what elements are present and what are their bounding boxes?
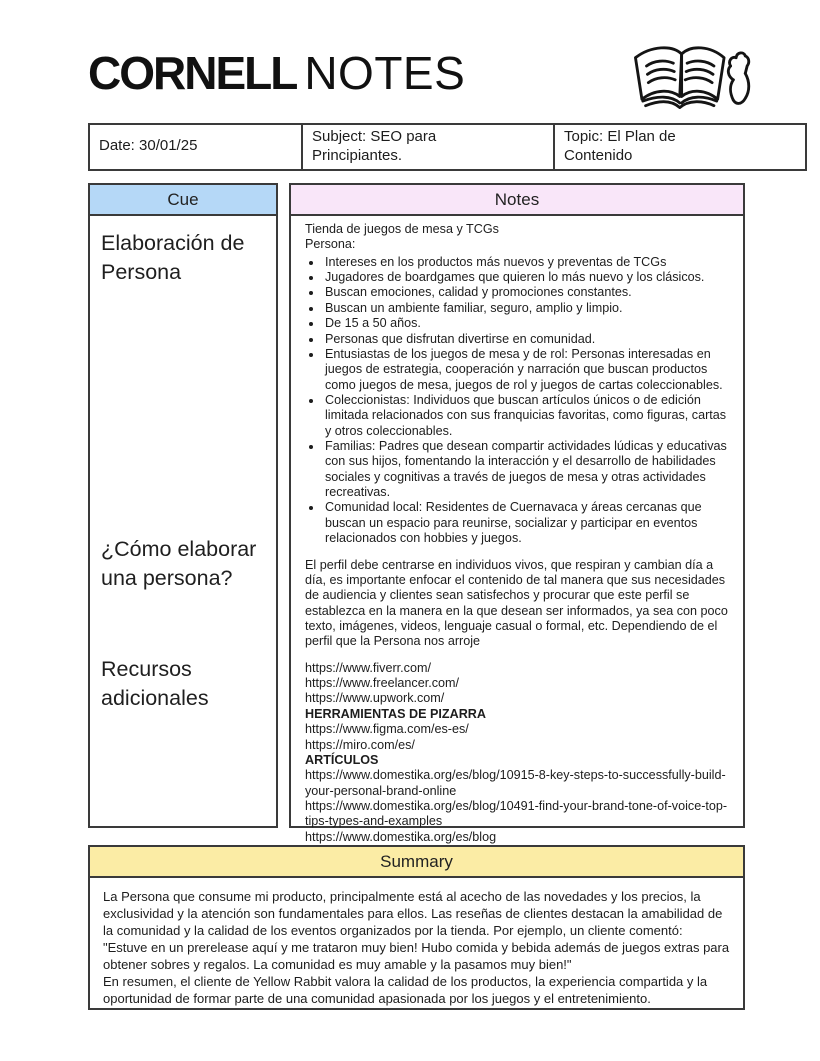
topic-value: Topic: El Plan de Contenido [564, 128, 676, 164]
resource-line: https://www.domestika.org/es/blog [305, 829, 497, 844]
persona-bullet: • De 15 a 50 años. [323, 316, 729, 331]
summary-line: En resumen, el cliente de Yellow Rabbit valora la calidad de los productos, la experiencia compartida y la oportunidad de formar parte de una comunidad apasionada por los juegos y el entretenimiento. [103, 974, 708, 1007]
cue-item-como-elaborar-una-persona: ¿Cómo elaborar una persona? [101, 537, 257, 590]
title-word-cornell: CORNELL [88, 47, 297, 99]
summary-body [88, 878, 745, 1010]
resource-line: https://www.domestika.org/es/blog/10491-find-your-brand-tone-of-voice-top-tips-types-and-examples [305, 798, 728, 829]
resources-list [305, 661, 729, 845]
resource-line: https://miro.com/es/ [305, 737, 415, 752]
cue-column-header: Cue [90, 185, 276, 216]
resource-line: https://www.freelancer.com/ [305, 676, 459, 691]
date-cell [89, 124, 302, 170]
persona-bullet: • Entusiastas de los juegos de mesa y de rol: Personas interesadas en juegos de estrategia, cooperación y narración que buscan productos como juegos de mesa, juegos de rol y juegos de cartas coleccionables. [323, 347, 729, 393]
persona-bullet: • Intereses en los productos más nuevos y preventas de TCGs [323, 255, 729, 270]
page-header [88, 40, 758, 114]
persona-bullet: • Coleccionistas: Individuos que buscan artículos únicos o de edición limitada relacionados con sus franquicias favoritas, como figuras, cartas y otros coleccionables. [323, 393, 729, 439]
info-table [88, 123, 807, 171]
resource-line: https://www.fiverr.com/ [305, 660, 431, 675]
notes-intro-line: Tienda de juegos de mesa y TCGs [305, 222, 499, 236]
persona-bullet: • Buscan un ambiente familiar, seguro, amplio y limpio. [323, 301, 729, 316]
summary-line: La Persona que consume mi producto, principalmente está al acecho de las novedades y los precios, la exclusividad y la atención son fundamentales para ellos. Las reseñas de clientes destacan la amabilidad de la comunidad y la calidad de los eventos organizados por la tienda. Por ejemplo, un cliente comentó: "Estuve en un prerelease aquí y me trataron muy bien! Hubo comida y bebida además de juegos extras para obtener sobres y regalos. La comunidad es muy amable y la pasamos muy bien!" [103, 889, 730, 973]
resource-line: ARTÍCULOS [305, 752, 379, 767]
cue-item-recursos-adicionales: Recursos adicionales [101, 657, 209, 710]
notes-column-body [291, 216, 743, 845]
resource-line: HERRAMIENTAS DE PIZARRA [305, 706, 486, 721]
persona-bullet: • Jugadores de boardgames que quieren lo más nuevo y los clásicos. [323, 270, 729, 285]
subject-cell [302, 124, 554, 170]
persona-bullet: • Personas que disfrutan divertirse en comunidad. [323, 332, 729, 347]
notes-intro-line: Persona: [305, 237, 356, 252]
resource-line: https://www.figma.com/es-es/ [305, 722, 469, 737]
notes-column [289, 183, 745, 844]
resource-line: https://www.upwork.com/ [305, 691, 445, 706]
cue-column [88, 183, 278, 828]
page-title [88, 48, 465, 99]
summary-header: Summary [88, 845, 745, 878]
persona-bullet: • Familias: Padres que desean compartir actividades lúdicas y educativas con sus hijos, fomentando la interacción y el desarrollo de habilidades sociales y cognitivas a través de juegos de mesa y otras actividades recreativas. [323, 439, 729, 500]
notes-intro [305, 222, 729, 253]
persona-bullet: • Comunidad local: Residentes de Cuernavaca y áreas cercanas que buscan un espacio para reunirse, socializar y participar en eventos relacionados con hobbies y juegos. [323, 500, 729, 546]
date-value: Date: 30/01/25 [99, 137, 198, 155]
cue-item-elaboracion-de-persona: Elaboración de Persona [101, 231, 245, 284]
title-word-notes: NOTES [304, 47, 466, 99]
notes-paragraph: El perfil debe centrarse en individuos vivos, que respiran y cambian día a día, es importante enfocar el contenido de tal manera que sus necesidades de audiencia y clientes sean satisfechos y procurar que este perfil se establezca en la manera en la que desean ser informados, ya sea con poco texto, imágenes, videos, lenguaje casual o formal, etc. Dependiendo de el perfil que la Persona nos arroje [305, 557, 728, 649]
subject-value: Subject: SEO para Principiantes. [312, 128, 437, 164]
open-book-hand-icon [620, 42, 758, 114]
resource-line: https://www.domestika.org/es/blog/10915-8-key-steps-to-successfully-build-your-personal-brand-online [305, 768, 726, 798]
topic-cell [554, 124, 806, 170]
main-columns [88, 183, 745, 844]
persona-bullet: • Buscan emociones, calidad y promociones constantes. [323, 285, 729, 300]
info-row [89, 124, 806, 170]
notes-column-header: Notes [291, 185, 743, 216]
persona-bullet-list [305, 255, 729, 547]
summary-section [88, 845, 745, 1010]
cue-column-body [90, 216, 276, 826]
